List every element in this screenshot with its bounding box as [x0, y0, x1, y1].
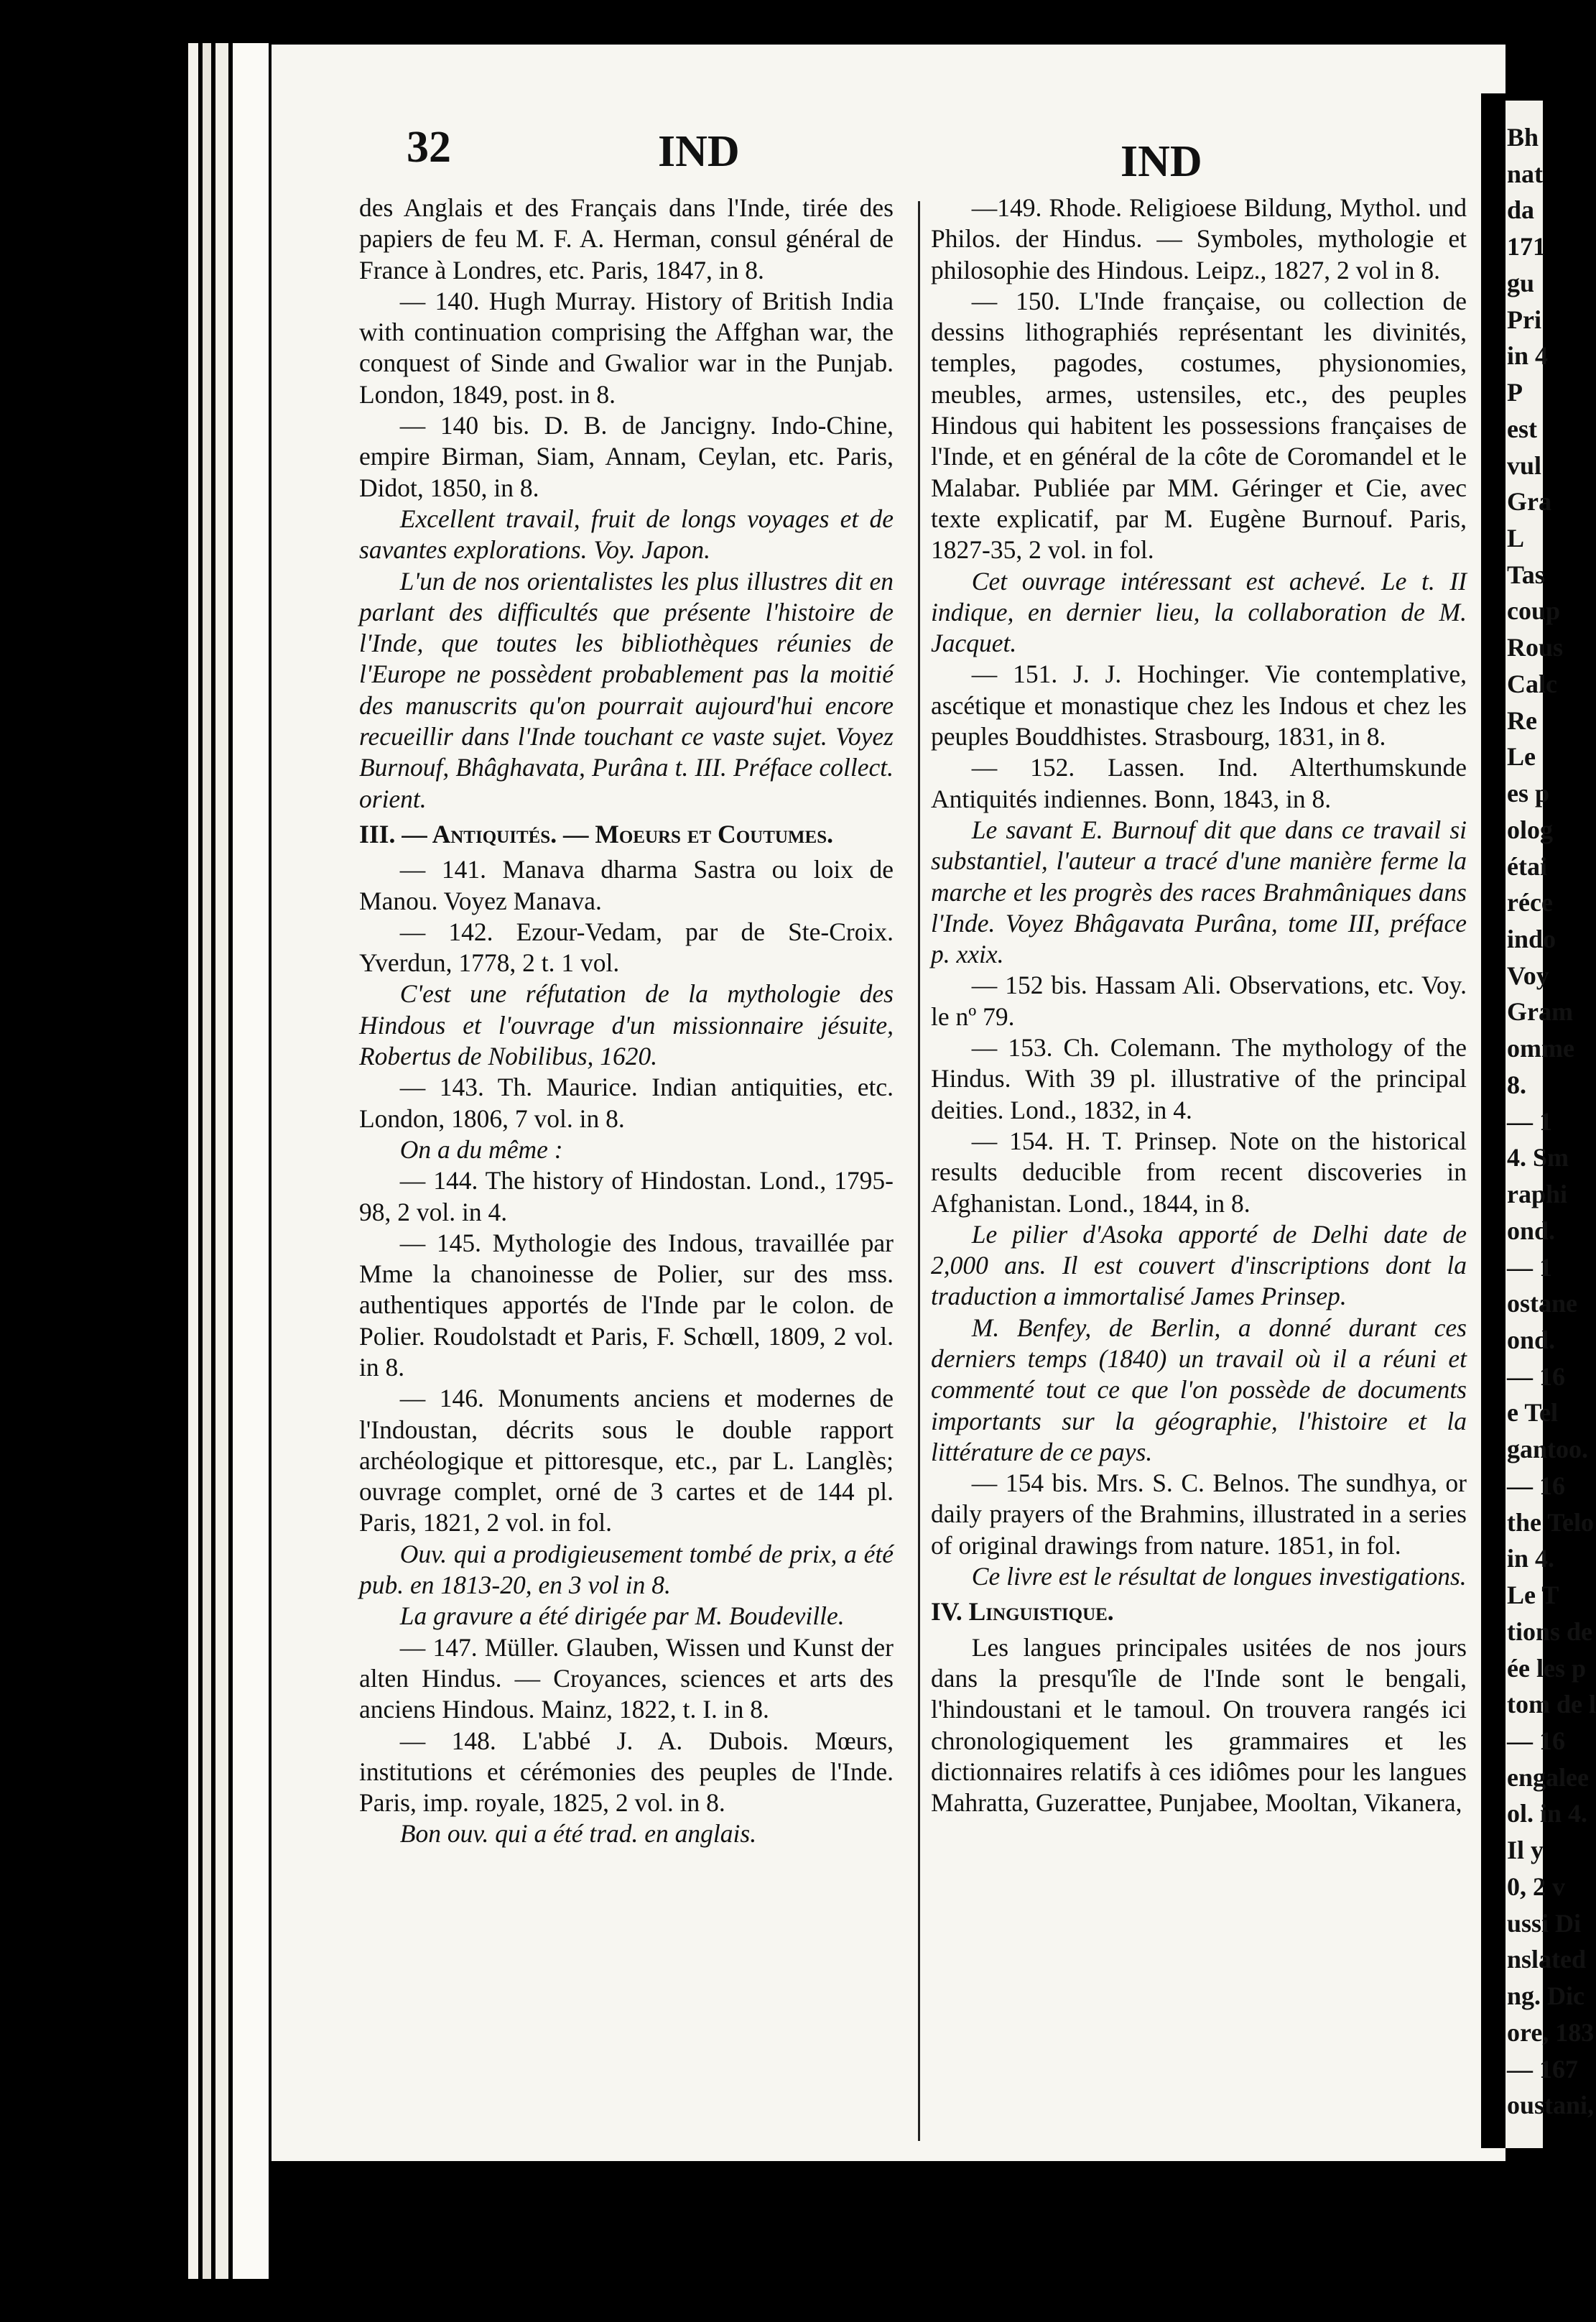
bibliography-entry: — 140. Hugh Murray. History of British India with continuation comprising the Affghan war, the conquest of Sinde and Gwalior war in the Punjab. London, 1849, post. in 8.: [359, 286, 894, 409]
next-page-text-fragment: Bh: [1507, 123, 1539, 152]
next-page-text-fragment: Tas: [1507, 560, 1545, 589]
next-page-text-fragment: Le: [1507, 742, 1536, 771]
page-stack-edge: [203, 43, 211, 2279]
bibliography-entry: Ce livre est le résultat de longues investigations.: [971, 1562, 1467, 1591]
next-page-text-fragment: Re: [1507, 706, 1537, 735]
next-page-text-fragment: gu: [1507, 269, 1535, 297]
bibliography-entry: — 145. Mythologie des Indous, travaillée par Mme la chanoinesse de Polier, sur des mss. authentiques apportés de l'Inde par le colon. de Polier. Roudolstadt et Paris, F. Schœll, 1809, 2 vol. in 8.: [359, 1228, 894, 1382]
next-page-text-fragment: e Tel: [1507, 1398, 1559, 1427]
next-page-text-fragment: da: [1507, 195, 1535, 224]
next-page-text-fragment: in 4.: [1507, 1544, 1555, 1573]
next-page-text-fragment: nat: [1507, 159, 1544, 188]
bibliography-entry: M. Benfey, de Berlin, a donné durant ces derniers temps (1840) un travail où il a réuni et commenté tout ce que l'on possède de documents importants sur la géographie, l'histoire et la littérature de ce pays.: [931, 1313, 1467, 1466]
next-page-text-fragment: 171: [1507, 232, 1546, 261]
next-page-text-fragment: étai: [1507, 852, 1547, 881]
next-page-text-fragment: tom de l: [1507, 1690, 1596, 1719]
bibliography-entry: On a du même :: [399, 1134, 563, 1164]
running-title-right: IND: [1121, 137, 1202, 186]
next-page-text-fragment: Pri: [1507, 305, 1541, 334]
next-page-text-fragment: — 16: [1507, 1362, 1565, 1391]
next-page-text-fragment: oustani,: [1507, 2091, 1595, 2119]
bibliography-entry: Les langues principales usitées de nos jours dans la presqu'île de l'Inde sont le bengali, l'hindoustani et le tamoul. On trouvera rangés ici chronologiquement les grammaires et les dictionnaires relatifs à ces idiômes pour les langues Mahratta, Guzerattee, Punjabee, Mooltan, Vikanera,: [931, 1632, 1467, 1818]
bibliography-entry: Bon ouv. qui a été trad. en anglais.: [399, 1819, 757, 1849]
section-heading: III. — Antiquités. — Moeurs et Coutumes.: [359, 819, 833, 848]
next-page-text-fragment: Il y: [1507, 1836, 1544, 1864]
next-page-text-fragment: olog: [1507, 815, 1554, 844]
next-page-text-fragment: tions de: [1507, 1617, 1593, 1646]
adjacent-page-edge: [1505, 101, 1596, 2148]
right-text-column: [931, 193, 1467, 1818]
next-page-text-fragment: ée les p: [1507, 1654, 1586, 1683]
bibliography-entry: L'un de nos orientalistes les plus illustres dit en parlant des difficultés que présente l'histoire de l'Inde, que toutes les bibliothèques réunies de l'Europe ne possèdent probablement pas la moitié des manuscrits qu'on pourrait aujourd'hui encore recueillir dans l'Inde touchant ce vaste sujet. Voyez Burnouf, Bhâghavata, Purâna t. III. Préface collect. orient.: [359, 566, 894, 813]
next-page-text-fragment: ond.: [1507, 1216, 1556, 1245]
bibliography-entry: Le savant E. Burnouf dit que dans ce travail si substantiel, l'auteur a tracé d'une manière ferme la marche et les progrès des races Brahmâniques dans l'Inde. Voyez Bhâgavata Purâna, tome III, préface p. xxix.: [931, 815, 1467, 969]
bibliography-entry: Excellent travail, fruit de longs voyages et de savantes explorations. Voy. Japon.: [359, 504, 894, 565]
next-page-text-fragment: gantoo.: [1507, 1435, 1589, 1463]
next-page-text-fragment: ond.: [1507, 1326, 1556, 1354]
next-page-text-fragment: ostane: [1507, 1289, 1577, 1318]
next-page-text-fragment: — 1: [1507, 1253, 1552, 1282]
next-page-text-fragment: 0, 2 v: [1507, 1872, 1565, 1901]
bibliography-entry: C'est une réfutation de la mythologie des Hindous et l'ouvrage d'un missionnaire jésuite, Robertus de Nobilibus, 1620.: [359, 979, 894, 1071]
next-page-text-fragment: es p: [1507, 779, 1550, 808]
next-page-text-fragment: vul: [1507, 451, 1542, 480]
next-page-text-fragment: Rous: [1507, 633, 1564, 662]
bibliography-entry: — 142. Ezour-Vedam, par de Ste-Croix. Yverdun, 1778, 2 t. 1 vol.: [359, 917, 894, 978]
bibliography-entry: — 143. Th. Maurice. Indian antiquities, etc. London, 1806, 7 vol. in 8.: [359, 1073, 894, 1133]
next-page-text-fragment: — 16: [1507, 1726, 1565, 1755]
next-page-text-fragment: L: [1507, 524, 1525, 552]
bibliography-entry: —149. Rhode. Religioese Bildung, Mythol. und Philos. der Hindus. — Symboles, mythologie et philosophie des Hindous. Leipz., 1827, 2 vol in 8.: [931, 193, 1467, 285]
book-gutter: [1481, 93, 1505, 2148]
next-page-text-fragment: Le T: [1507, 1581, 1559, 1609]
bibliography-entry: — 154. H. T. Prinsep. Note on the historical results deducible from recent discoveries in Afghanistan. Lond., 1844, in 8.: [931, 1126, 1467, 1218]
bibliography-entry: — 146. Monuments anciens et modernes de l'Indoustan, décrits sous le double rapport archéologique et pittoresque, etc., par L. Langlès; ouvrage complet, orné de 3 cartes et de 144 pl. Paris, 1821, 2 vol. in fol.: [359, 1384, 894, 1537]
bibliography-entry: des Anglais et des Français dans l'Inde, tirée des papiers de feu M. F. A. Herman, consul général de France à Londres, etc. Paris, 1847, in 8.: [359, 193, 894, 285]
next-page-text-fragment: engalee: [1507, 1763, 1589, 1792]
bibliography-entry: — 152 bis. Hassam Ali. Observations, etc. Voy. le nº 79.: [931, 971, 1467, 1031]
bibliography-entry: — 141. Manava dharma Sastra ou loix de Manou. Voyez Manava.: [359, 855, 894, 915]
next-page-text-fragment: ore, 183: [1507, 2018, 1595, 2047]
next-page-text-fragment: the Telo: [1507, 1508, 1595, 1537]
next-page-text-fragment: est: [1507, 415, 1537, 443]
bibliography-entry: — 152. Lassen. Ind. Alterthumskunde Antiquités indiennes. Bonn, 1843, in 8.: [931, 753, 1467, 813]
bibliography-entry: Le pilier d'Asoka apporté de Delhi date de 2,000 ans. Il est couvert d'inscriptions dont la traduction a immortalisé James Prinsep.: [931, 1219, 1467, 1311]
bibliography-entry: Cet ouvrage intéressant est achevé. Le t. II indique, en dernier lieu, la collaboration de M. Jacquet.: [931, 566, 1467, 658]
next-page-text-fragment: P: [1507, 378, 1523, 407]
section-heading: IV. Linguistique.: [931, 1597, 1114, 1627]
next-page-text-fragment: Voy: [1507, 961, 1549, 990]
page-stack-edge: [215, 43, 228, 2279]
next-page-text-fragment: ng. Dic: [1507, 1981, 1585, 2010]
bibliography-entry: Ouv. qui a prodigieusement tombé de prix, a été pub. en 1813-20, en 3 vol in 8.: [359, 1539, 894, 1600]
next-page-text-fragment: in 4: [1507, 341, 1549, 370]
bibliography-entry: — 154 bis. Mrs. S. C. Belnos. The sundhya, or daily prayers of the Brahmins, illustrated in a series of original drawings from nature. 1851, in fol.: [931, 1468, 1467, 1560]
column-divider: [918, 201, 920, 2141]
next-page-text-fragment: nslated: [1507, 1945, 1587, 1974]
next-page-text-fragment: omme: [1507, 1034, 1574, 1063]
next-page-text-fragment: Calc: [1507, 670, 1557, 698]
page-stack-edge: [188, 43, 198, 2279]
left-text-column: [359, 193, 894, 1850]
next-page-text-fragment: — 1: [1507, 1107, 1552, 1136]
next-page-text-fragment: ol. in 4.: [1507, 1799, 1588, 1828]
running-title-left: IND: [658, 127, 740, 176]
bibliography-entry: — 153. Ch. Colemann. The mythology of the Hindus. With 39 pl. illustrative of the principal deities. Lond., 1832, in 4.: [931, 1033, 1467, 1124]
bibliography-entry: — 151. J. J. Hochinger. Vie contemplative, ascétique et monastique chez les Indous et chez les peuples Bouddhistes. Strasbourg, 1831, in 8.: [931, 660, 1467, 751]
next-page-text-fragment: — 16: [1507, 1471, 1565, 1500]
bibliography-entry: — 140 bis. D. B. de Jancigny. Indo-Chine, empire Birman, Siam, Annam, Ceylan, etc. Paris, Didot, 1850, in 8.: [359, 411, 894, 502]
bibliography-entry: — 148. L'abbé J. A. Dubois. Mœurs, institutions et cérémonies des peuples de l'Inde. Paris, imp. royale, 1825, 2 vol. in 8.: [359, 1726, 894, 1818]
bibliography-entry: — 144. The history of Hindostan. Lond., 1795-98, 2 vol. in 4.: [359, 1166, 894, 1226]
page-number: 32: [407, 123, 451, 172]
next-page-text-fragment: — 167: [1507, 2055, 1578, 2083]
next-page-text-fragment: réce: [1507, 888, 1553, 917]
next-page-text-fragment: raphi: [1507, 1180, 1568, 1208]
bibliography-entry: — 147. Müller. Glauben, Wissen und Kunst der alten Hindus. — Croyances, sciences et arts des anciens Hindous. Mainz, 1822, t. I. in 8.: [359, 1632, 894, 1724]
next-page-text-fragment: Gram: [1507, 997, 1573, 1026]
next-page-text-fragment: coup: [1507, 596, 1561, 625]
next-page-text-fragment: 8.: [1507, 1070, 1526, 1099]
next-page-text-fragment: ussi Di: [1507, 1909, 1582, 1938]
next-page-text-fragment: indo: [1507, 925, 1556, 953]
bibliography-entry: — 150. L'Inde française, ou collection de dessins lithographiés représentant les divinités, temples, pagodes, costumes, physionomies, meubles, armes, ustensiles, etc., des peuples Hindous qui habitent les possessions françaises de l'Inde, et en général de la côte de Coromandel et le Malabar. Publiée par MM. Géringer et Cie, avec texte explicatif, par M. Eugène Burnouf. Paris, 1827-35, 2 vol. in fol.: [931, 286, 1467, 565]
page-stack-edge: [233, 43, 269, 2279]
next-page-text-fragment: Gra: [1507, 487, 1551, 516]
next-page-text-fragment: 4. Sm: [1507, 1143, 1569, 1172]
bibliography-entry: La gravure a été dirigée par M. Boudeville.: [399, 1601, 845, 1631]
